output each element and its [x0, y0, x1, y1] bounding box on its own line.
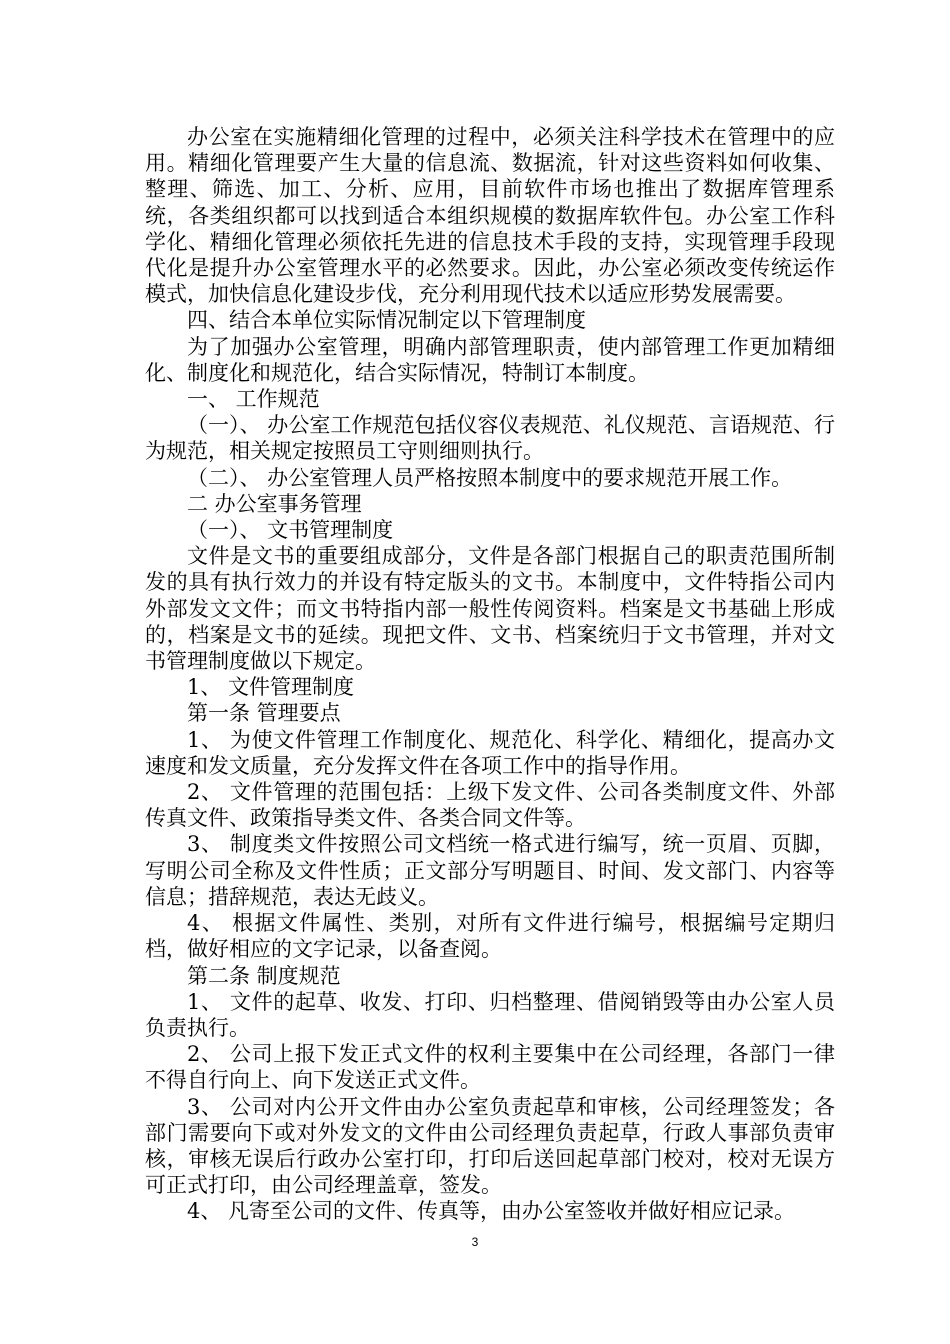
heading-article-two: 第二条 制度规范 — [187, 963, 341, 988]
document-body — [145, 124, 835, 1225]
paragraph-article-one-item-1: 1、 为使文件管理工作制度化、规范化、科学化、精细化，提高办文速度和发文质量，充分发挥文件在各项工作中的指导作用。 — [145, 727, 835, 778]
paragraph-article-one-item-3: 3、 制度类文件按照公司文档统一格式进行编写，统一页眉、页脚，写明公司全称及文件性质；正文部分写明题目、时间、发文部门、内容等信息；措辞规范，表达无歧义。 — [145, 832, 835, 909]
paragraph-article-two-item-2: 2、 公司上报下发正式文件的权利主要集中在公司经理，各部门一律不得自行向上、向下发送正式文件。 — [145, 1042, 835, 1093]
heading-article-one: 第一条 管理要点 — [187, 701, 341, 726]
heading-file-management-system: 1、 文件管理制度 — [187, 675, 355, 700]
section-heading-management-rules: 四、结合本单位实际情况制定以下管理制度 — [187, 308, 586, 333]
paragraph-informatization: 办公室在实施精细化管理的过程中，必须关注科学技术在管理中的应用。精细化管理要产生大量的信息流、数据流，针对这些资料如何收集、整理、筛选、加工、分析、应用，目前软件市场也推出了数据库管理系统，各类组织都可以找到适合本组织规模的数据库软件包。办公室工作科学化、精细化管理必须依托先进的信息技术手段的支持，实现管理手段现代化是提升办公室管理水平的必然要求。因此，办公室必须改变传统运作模式，加快信息化建设步伐，充分利用现代技术以适应形势发展需要。 — [145, 125, 835, 307]
paragraph-work-standards-1: （一）、 办公室工作规范包括仪容仪表规范、礼仪规范、言语规范、行为规范，相关规定按照员工守则细则执行。 — [145, 413, 835, 464]
heading-office-affairs: 二 办公室事务管理 — [187, 491, 362, 516]
paragraph-article-two-item-4: 4、 凡寄至公司的文件、传真等，由办公室签收并做好相应记录。 — [187, 1199, 796, 1224]
paragraph-article-one-item-4: 4、 根据文件属性、类别，对所有文件进行编号，根据编号定期归档，做好相应的文字记录，以备查阅。 — [145, 911, 835, 962]
paragraph-rules-purpose: 为了加强办公室管理，明确内部管理职责，使内部管理工作更加精细化、制度化和规范化，结合实际情况，特制订本制度。 — [145, 334, 835, 385]
paragraph-document-definition: 文件是文书的重要组成部分，文件是各部门根据自己的职责范围所制发的具有执行效力的并设有特定版头的文书。本制度中，文件特指公司内外部发文文件；而文书特指内部一般性传阅资料。档案是文书基础上形成的，档案是文书的延续。现把文件、文书、档案统归于文书管理，并对文书管理制度做以下规定。 — [145, 544, 835, 674]
paragraph-article-one-item-2: 2、 文件管理的范围包括：上级下发文件、公司各类制度文件、外部传真文件、政策指导类文件、各类合同文件等。 — [145, 780, 835, 831]
heading-work-standards: 一、 工作规范 — [187, 387, 320, 412]
paragraph-article-two-item-3: 3、 公司对内公开文件由办公室负责起草和审核，公司经理签发；各部门需要向下或对外发文的文件由公司经理负责起草，行政人事部负责审核，审核无误后行政办公室打印，打印后送回起草部门校对，校对无误方可正式打印，由公司经理盖章，签发。 — [145, 1094, 835, 1198]
heading-document-management-system: （一）、 文书管理制度 — [187, 518, 394, 543]
paragraph-article-two-item-1: 1、 文件的起草、收发、打印、归档整理、借阅销毁等由办公室人员负责执行。 — [145, 989, 835, 1040]
paragraph-work-standards-2: （二）、 办公室管理人员严格按照本制度中的要求规范开展工作。 — [187, 465, 793, 490]
page-number: 3 — [471, 1235, 479, 1249]
